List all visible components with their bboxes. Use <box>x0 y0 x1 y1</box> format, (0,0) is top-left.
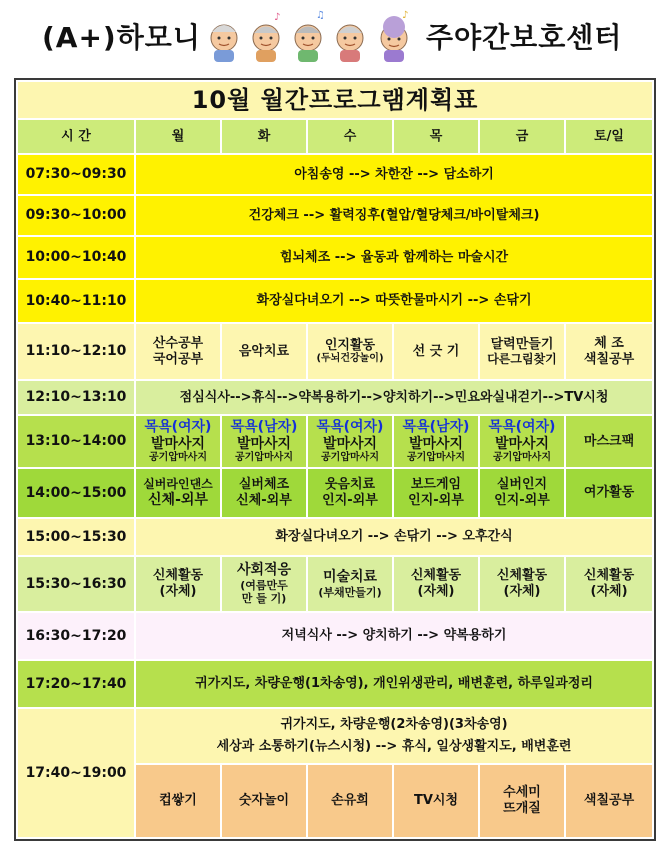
activity-note: (여름만두 <box>240 579 288 593</box>
activity-cell <box>479 764 565 838</box>
table-row <box>17 195 653 236</box>
activity-cell: 힘뇌체조 --> 율동과 함께하는 마술시간 <box>135 236 653 279</box>
activity-text: 인지-외부 <box>494 493 550 508</box>
activity-text: (자체) <box>503 584 541 599</box>
activity-cell: 마스크팩 <box>565 415 653 468</box>
activity-text: (자체) <box>159 584 197 599</box>
activity-cell: 컵쌓기 <box>135 764 221 838</box>
activity-cell: 손유희 <box>307 764 393 838</box>
activity-cell: 음악치료 <box>221 323 307 380</box>
activity-note: 공기압마사지 <box>235 452 293 464</box>
bath-label: 목욕(여자) <box>144 418 212 435</box>
center-name: 주야간보호센터 <box>426 21 623 54</box>
time-cell: 15:00~15:30 <box>17 518 135 556</box>
time-cell: 10:00~10:40 <box>17 236 135 279</box>
table-row <box>17 708 653 764</box>
activity-note: 공기압마사지 <box>493 452 551 464</box>
time-cell: 13:10~14:00 <box>17 415 135 468</box>
activity-cell: 화장실다녀오기 --> 손닦기 --> 오후간식 <box>135 518 653 556</box>
activity-cell: 아침송영 --> 차한잔 --> 담소하기 <box>135 154 653 195</box>
activity-note: 공기압마사지 <box>407 452 465 464</box>
bath-label: 목욕(남자) <box>402 418 470 435</box>
header <box>0 0 665 72</box>
activity-cell: TV시청 <box>393 764 479 838</box>
activity-text: 실버라인댄스 <box>143 477 213 492</box>
activity-cell <box>479 323 565 380</box>
activity-text: (자체) <box>417 584 455 599</box>
table-row <box>17 660 653 708</box>
activity-text: 색칠공부 <box>583 351 635 367</box>
activity-text: 신체활동 <box>583 568 635 584</box>
activity-text: 귀가지도, 차량운행(2차송영)(3차송영) <box>280 717 508 733</box>
table-row <box>17 556 653 612</box>
activity-text: 세상과 소통하기(뉴스시청) --> 휴식, 일상생활지도, 배변훈련 <box>216 739 572 754</box>
activity-text: 신체활동 <box>152 568 204 584</box>
activity-text: 체 조 <box>594 335 624 351</box>
activity-text: 신체-외부 <box>236 493 292 508</box>
activity-cell: 색칠공부 <box>565 764 653 838</box>
time-cell: 07:30~09:30 <box>17 154 135 195</box>
activity-text: 신체활동 <box>496 568 548 584</box>
activity-cell <box>479 468 565 518</box>
activity-cell: 숫자놀이 <box>221 764 307 838</box>
activity-text: 미술치료 <box>322 569 378 585</box>
activity-cell: 건강체크 --> 활력징후(혈압/혈당체크/바이탈체크) <box>135 195 653 236</box>
activity-cell <box>135 556 221 612</box>
activity-cell <box>307 415 393 468</box>
activity-text: 실버체조 <box>238 477 290 493</box>
bath-label: 목욕(여자) <box>316 418 384 435</box>
brand-name: (A+)하모니 <box>42 21 201 54</box>
activity-cell <box>135 415 221 468</box>
activity-cell <box>307 556 393 612</box>
activity-cell <box>565 556 653 612</box>
bath-label: 목욕(여자) <box>488 418 556 435</box>
activity-cell <box>393 468 479 518</box>
table-row <box>17 236 653 279</box>
activity-cell <box>221 468 307 518</box>
table-row <box>17 279 653 323</box>
col-header-wed: 수 <box>307 119 393 154</box>
activity-note: 공기압마사지 <box>149 452 207 464</box>
elderly-faces-icon <box>204 8 416 64</box>
col-header-mon: 월 <box>135 119 221 154</box>
activity-cell <box>221 415 307 468</box>
activity-cell: 선 긋 기 <box>393 323 479 380</box>
activity-text: 발마사지 <box>322 435 378 452</box>
table-row <box>17 323 653 380</box>
activity-text: 국어공부 <box>152 351 204 367</box>
activity-cell: 화장실다녀오기 --> 따뜻한물마시기 --> 손닦기 <box>135 279 653 323</box>
activity-cell <box>135 468 221 518</box>
activity-cell <box>135 708 653 764</box>
activity-text: 다른그림찾기 <box>487 352 557 367</box>
activity-text: 신체-외부 <box>148 491 208 508</box>
activity-cell: 저녁식사 --> 양치하기 --> 약복용하기 <box>135 612 653 660</box>
table-row <box>17 518 653 556</box>
activity-text: 발마사지 <box>236 435 292 452</box>
activity-text: (자체) <box>590 584 628 599</box>
activity-text: 보드게임 <box>410 477 462 493</box>
activity-cell <box>479 556 565 612</box>
time-cell: 12:10~13:10 <box>17 380 135 415</box>
activity-text: 발마사지 <box>494 435 550 452</box>
activity-text: 신체활동 <box>410 568 462 584</box>
activity-note: (두뇌건강놀이) <box>316 353 384 365</box>
monthly-schedule-table <box>16 80 654 839</box>
schedule-title: 10월 월간프로그램계획표 <box>17 81 653 119</box>
activity-text: 사회적응 <box>236 562 292 579</box>
activity-cell <box>393 415 479 468</box>
activity-note: (부채만들기) <box>318 585 382 599</box>
svg-text:♫: ♫ <box>316 10 325 21</box>
table-row <box>17 380 653 415</box>
time-cell: 14:00~15:00 <box>17 468 135 518</box>
activity-text: 인지-외부 <box>322 493 378 508</box>
time-cell: 16:30~17:20 <box>17 612 135 660</box>
activity-text: 발마사지 <box>150 435 206 452</box>
activity-cell <box>393 556 479 612</box>
activity-note: 공기압마사지 <box>321 452 379 464</box>
time-cell: 17:20~17:40 <box>17 660 135 708</box>
activity-cell <box>565 323 653 380</box>
activity-cell <box>307 323 393 380</box>
activity-cell: 점심식사-->휴식-->약복용하기-->양치하기-->민요와실내걷기-->TV시청 <box>135 380 653 415</box>
activity-text: 웃음치료 <box>324 477 376 493</box>
col-header-fri: 금 <box>479 119 565 154</box>
activity-text: 수세미 <box>503 785 541 801</box>
bath-label: 목욕(남자) <box>230 418 298 435</box>
activity-text: 발마사지 <box>408 435 464 452</box>
activity-cell <box>307 468 393 518</box>
table-row <box>17 154 653 195</box>
activity-cell: 귀가지도, 차량운행(1차송영), 개인위생관리, 배변훈련, 하루일과정리 <box>135 660 653 708</box>
svg-text:♪: ♪ <box>402 10 409 21</box>
time-cell: 15:30~16:30 <box>17 556 135 612</box>
activity-text: 달력만들기 <box>490 336 554 352</box>
table-row <box>17 468 653 518</box>
col-header-weekend: 토/일 <box>565 119 653 154</box>
col-header-time: 시 간 <box>17 119 135 154</box>
activity-text: 인지활동 <box>324 337 376 353</box>
svg-text:♪: ♪ <box>274 12 281 23</box>
time-cell: 11:10~12:10 <box>17 323 135 380</box>
activity-text: 산수공부 <box>152 335 204 351</box>
time-cell: 17:40~19:00 <box>17 708 135 838</box>
activity-text: 인지-외부 <box>408 493 464 508</box>
activity-cell <box>135 323 221 380</box>
col-header-thu: 목 <box>393 119 479 154</box>
table-row <box>17 612 653 660</box>
table-row <box>17 415 653 468</box>
time-cell: 09:30~10:00 <box>17 195 135 236</box>
time-cell: 10:40~11:10 <box>17 279 135 323</box>
activity-note: 만 들 기) <box>241 592 287 606</box>
activity-cell <box>221 556 307 612</box>
activity-text: 뜨개질 <box>503 801 541 816</box>
activity-text: 실버인지 <box>496 477 548 493</box>
activity-cell: 여가활동 <box>565 468 653 518</box>
activity-cell <box>479 415 565 468</box>
col-header-tue: 화 <box>221 119 307 154</box>
